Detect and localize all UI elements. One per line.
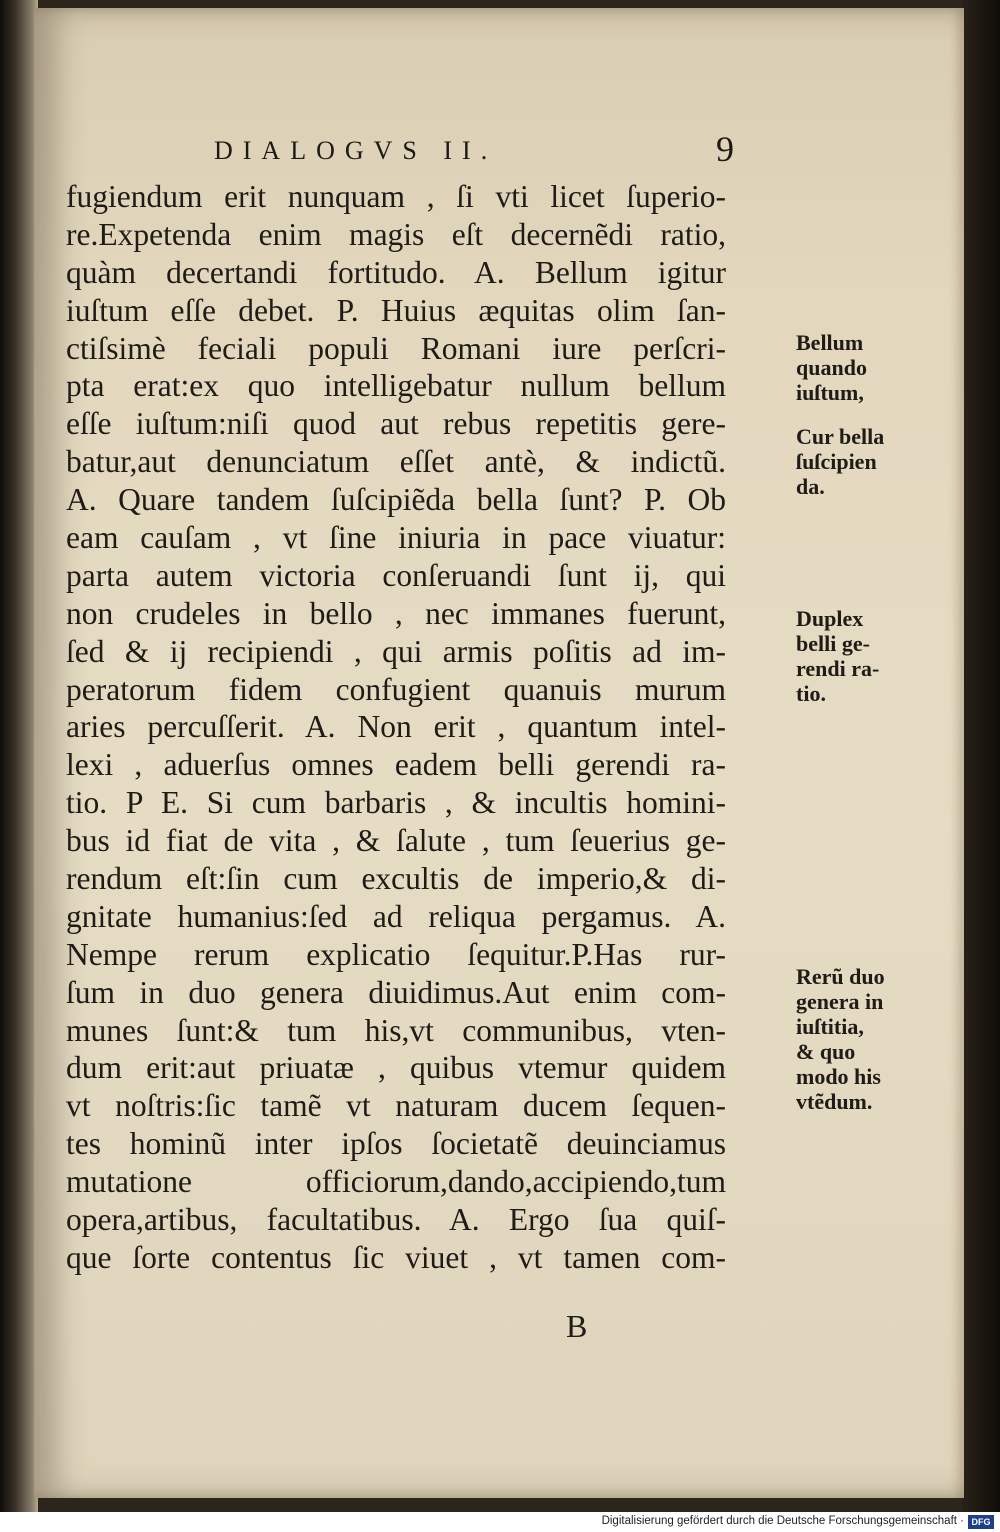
text-line: rendum eſt:ſin cum excultis de imperio,& di- (66, 861, 726, 897)
text-line: eam cauſam , vt ſine iniuria in pace viuatur: (66, 520, 726, 556)
margin-note-line: genera in (796, 989, 884, 1014)
margin-note-bellum-quando-iustum (796, 330, 867, 405)
margin-note-line: Rerũ duo (796, 964, 885, 989)
text-line: bus id fiat de vita , & ſalute , tum ſeuerius ge- (66, 823, 726, 859)
text-line: fugiendum erit nunquam , ſi vti licet ſuperio- (66, 179, 726, 214)
margin-note-cur-bella (796, 424, 884, 499)
text-line: opera,artibus, facultatibus. A. Ergo ſua quiſ- (66, 1202, 726, 1238)
text-line: batur,aut denunciatum eſſet antè, & indictũ. (66, 444, 726, 480)
signature-mark: B (566, 1308, 588, 1344)
margin-note-line: & quo (796, 1039, 856, 1064)
dfg-logo: DFG (968, 1515, 994, 1529)
text-line: ſum in duo genera diuidimus.Aut enim com- (66, 974, 726, 1010)
margin-note-line: Bellum (796, 330, 864, 355)
text-line: A. Quare tandem ſuſcipiẽda bella ſunt? P. Ob (66, 482, 726, 518)
funding-credit: Digitalisierung gefördert durch die Deutsche Forschungsgemeinschaft · (601, 1515, 964, 1527)
margin-note-line: iuſtum, (796, 380, 864, 405)
margin-note-line: modo his (796, 1064, 881, 1089)
text-line: dum erit:aut priuatæ , quibus vtemur quidem (66, 1050, 726, 1086)
text-line: non crudeles in bello , nec immanes fuerunt, (66, 595, 726, 631)
book-spine-edge (0, 0, 38, 1512)
margin-note-line: iuſtitia, (796, 1014, 864, 1039)
running-title: DIALOGVS II. (214, 136, 498, 165)
text-line: gnitate humanius:ſed ad reliqua pergamus. A. (66, 898, 726, 934)
margin-note-line: Cur bella (796, 424, 885, 449)
digitization-footer (0, 1512, 1000, 1532)
margin-note-line: vtẽdum. (796, 1089, 873, 1114)
text-line: iuſtum eſſe debet. P. Huius æquitas olim ſan- (66, 292, 726, 328)
margin-note-duplex-belli (796, 606, 879, 706)
text-line: peratorum fidem confugient quanuis murum (66, 671, 726, 707)
text-line: vt noſtris:ſic tamẽ vt naturam ducem ſequen- (66, 1088, 726, 1124)
page-number: 9 (716, 129, 734, 169)
text-line: munes ſunt:& tum his,vt communibus, vten- (66, 1012, 726, 1048)
margin-note-line: tio. (796, 681, 826, 706)
text-line: quàm decertandi fortitudo. A. Bellum igitur (66, 254, 726, 290)
page-header (214, 129, 734, 176)
text-line: aries percuſſerit. A. Non erit , quantum intel- (66, 709, 726, 745)
margin-note-line: da. (796, 474, 825, 499)
text-line: tio. P E. Si cum barbaris , & incultis homini- (66, 785, 726, 821)
text-line: pta erat:ex quo intelligebatur nullum bellum (66, 368, 726, 404)
margin-note-line: belli ge- (796, 631, 870, 656)
text-line: que ſorte contentus ſic viuet , vt tamen com- (66, 1239, 726, 1275)
text-line: lexi , aduerſus omnes eadem belli gerendi ra- (66, 747, 726, 783)
text-line: eſſe iuſtum:niſi quod aut rebus repetitis gere- (66, 406, 726, 442)
margin-note-line: quando (796, 355, 867, 380)
text-line: Nempe rerum explicatio ſequitur.P.Has rur- (66, 936, 726, 972)
text-line: mutatione officiorum,dando,accipiendo,tum (66, 1164, 726, 1200)
text-line: ctiſsimè feciali populi Romani iure perſcri- (66, 330, 726, 366)
main-text-block (66, 178, 885, 1277)
text-line: ſed & ij recipiendi , qui armis poſitis ad im- (66, 633, 726, 669)
margin-note-rerum-duo-genera (796, 964, 885, 1114)
margin-note-line: Duplex (796, 606, 864, 631)
margin-note-line: ſuſcipien (796, 449, 877, 474)
text-line: re.Expetenda enim magis eſt decernẽdi ratio, (66, 216, 726, 252)
text-line: parta autem victoria conſeruandi ſunt ij, qui (66, 557, 726, 593)
text-line: tes hominũ inter ipſos ſocietatẽ deuinciamus (66, 1126, 726, 1162)
scan-right-border (962, 0, 1000, 1512)
margin-note-line: rendi ra- (796, 656, 880, 681)
